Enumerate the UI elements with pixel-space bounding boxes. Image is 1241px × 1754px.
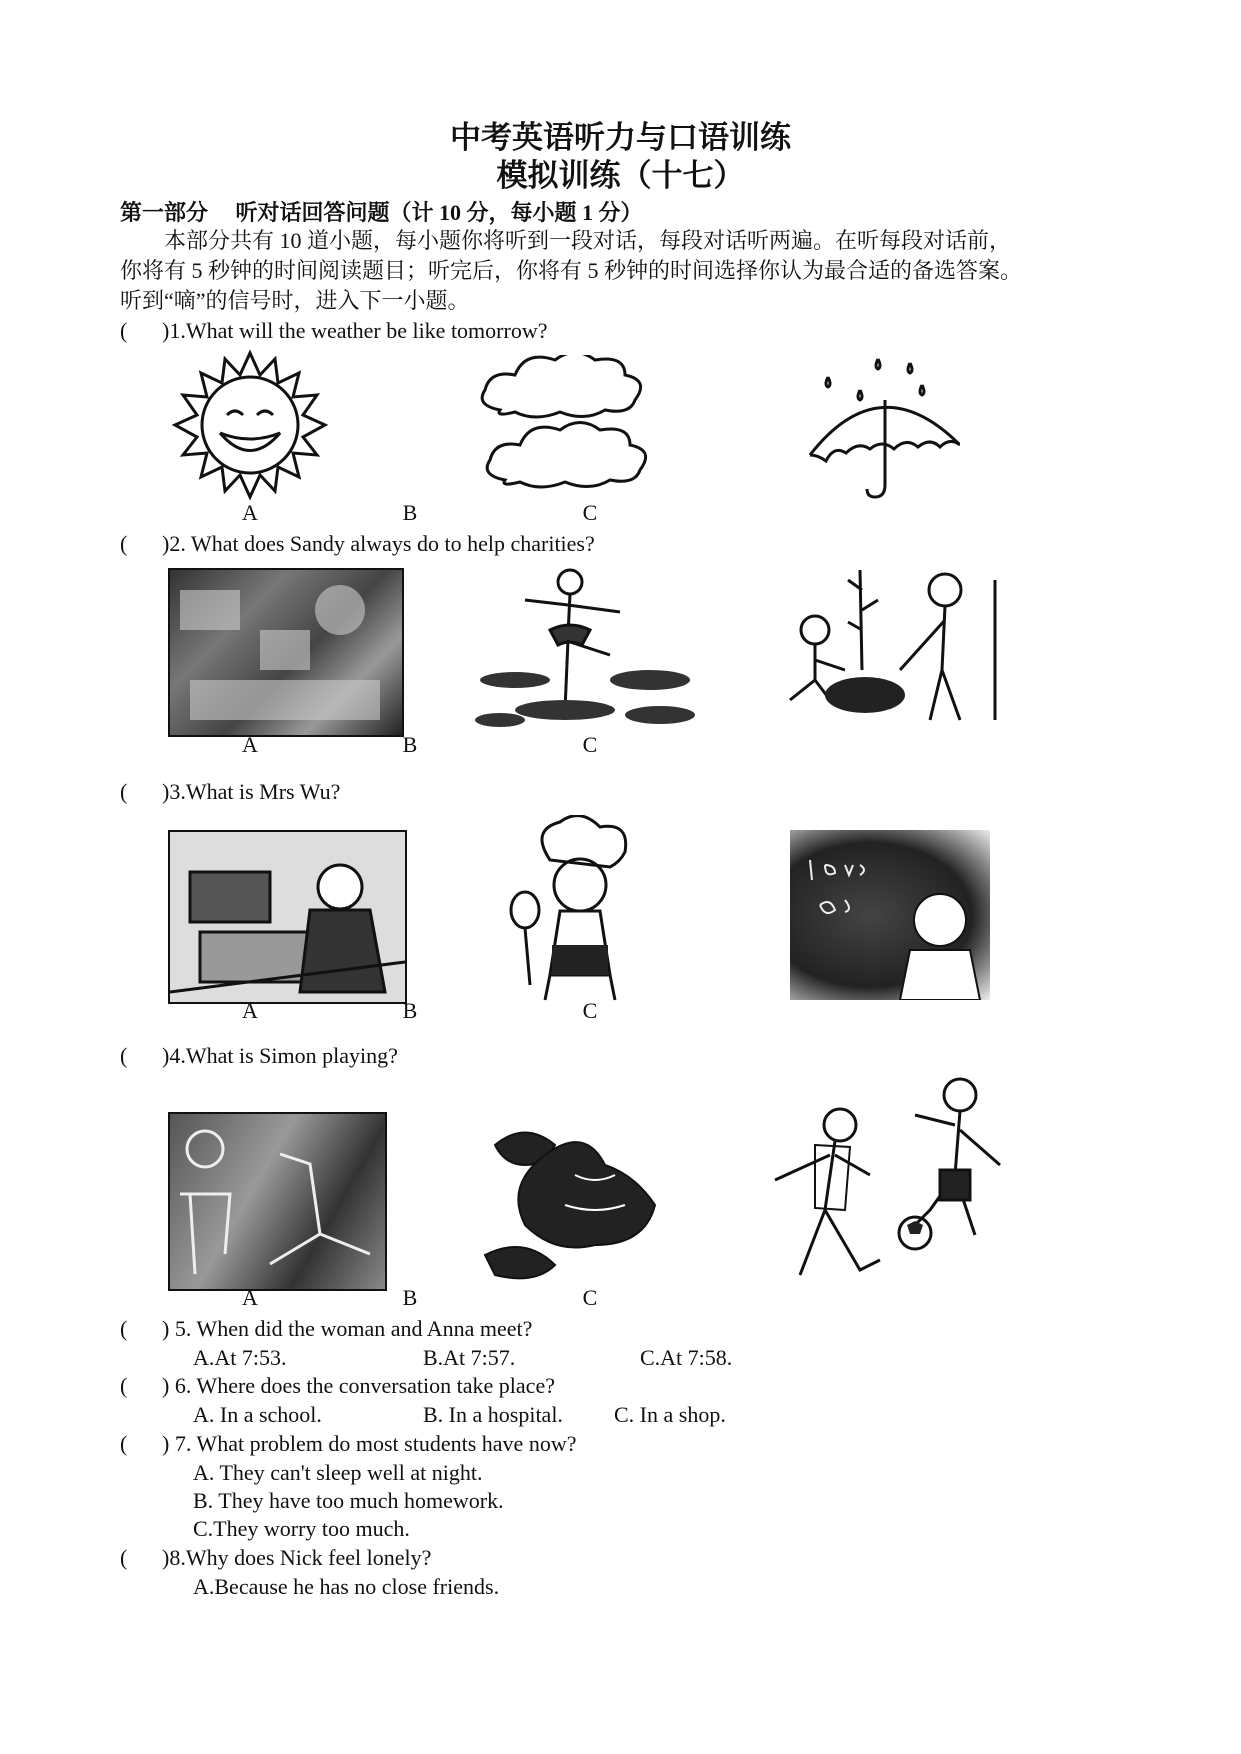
- option-label-b: B: [402, 998, 418, 1023]
- option-a[interactable]: A. They can't sleep well at night.: [193, 1460, 483, 1485]
- option-b[interactable]: B. In a hospital.: [423, 1402, 563, 1427]
- answer-blank[interactable]: (: [120, 1316, 128, 1341]
- basketball-photo: [168, 1112, 387, 1291]
- teacher-blackboard-icon: [790, 830, 990, 1000]
- instruction-line-1: 本部分共有 10 道小题，每小题你将听到一段对话，每段对话听两遍。在听每段对话前，: [164, 228, 1012, 253]
- option-label-c: C: [582, 732, 598, 757]
- umbrella-rain-icon: [800, 355, 960, 505]
- question-5: ( ) 5. When did the woman and Anna meet?: [120, 1316, 533, 1341]
- option-a[interactable]: A.At 7:53.: [193, 1345, 287, 1370]
- option-a[interactable]: A.Because he has no close friends.: [193, 1574, 500, 1599]
- dragon-dance-icon: [475, 1115, 665, 1285]
- answer-blank[interactable]: (: [120, 1545, 128, 1570]
- page-title: 中考英语听力与口语训练: [450, 120, 791, 155]
- option-c[interactable]: C.At 7:58.: [640, 1345, 733, 1370]
- option-c[interactable]: C.They worry too much.: [193, 1516, 410, 1541]
- answer-blank[interactable]: (: [120, 531, 128, 556]
- option-label-a: A: [242, 1285, 258, 1310]
- answer-blank[interactable]: (: [120, 318, 128, 343]
- question-2: ( )2. What does Sandy always do to help charities?: [120, 531, 595, 556]
- option-b[interactable]: B.At 7:57.: [423, 1345, 516, 1370]
- answer-blank[interactable]: (: [120, 1043, 128, 1068]
- sewing-machine-photo: [168, 830, 407, 1004]
- cloud-icon: [470, 355, 660, 505]
- question-6: ( ) 6. Where does the conversation take place?: [120, 1373, 555, 1398]
- answer-blank[interactable]: (: [120, 1373, 128, 1398]
- answer-blank[interactable]: (: [120, 779, 128, 804]
- option-c[interactable]: C. In a shop.: [614, 1402, 726, 1427]
- question-1: ( )1.What will the weather be like tomorrow?: [120, 318, 548, 343]
- option-label-c: C: [582, 1285, 598, 1310]
- dancer-icon: [470, 560, 700, 735]
- football-players-icon: [755, 1075, 1035, 1290]
- option-label-b: B: [402, 500, 418, 525]
- option-label-a: A: [242, 500, 258, 525]
- question-7: ( ) 7. What problem do most students have now?: [120, 1431, 577, 1456]
- question-8: ( )8.Why does Nick feel lonely?: [120, 1545, 432, 1570]
- section-heading: 第一部分 听对话回答问题（计 10 分，每小题 1 分）: [120, 200, 643, 225]
- option-label-a: A: [242, 998, 258, 1023]
- question-4: ( )4.What is Simon playing?: [120, 1043, 398, 1068]
- instruction-line-2: 你将有 5 秒钟的时间阅读题目；听完后，你将有 5 秒钟的时间选择你认为最合适的备选答案。: [120, 258, 1023, 283]
- market-stall-photo: [168, 568, 404, 737]
- question-3: ( )3.What is Mrs Wu?: [120, 779, 341, 804]
- option-a[interactable]: A. In a school.: [193, 1402, 322, 1427]
- sun-icon: [165, 345, 335, 505]
- answer-blank[interactable]: (: [120, 1431, 128, 1456]
- option-label-a: A: [242, 732, 258, 757]
- option-b[interactable]: B. They have too much homework.: [193, 1488, 504, 1513]
- option-label-b: B: [402, 1285, 418, 1310]
- option-label-b: B: [402, 732, 418, 757]
- tree-planting-icon: [770, 560, 1015, 730]
- option-label-c: C: [582, 500, 598, 525]
- instruction-line-3: 听到“嘀”的信号时，进入下一小题。: [120, 288, 470, 313]
- option-label-c: C: [582, 998, 598, 1023]
- chef-icon: [490, 815, 660, 1005]
- page-subtitle: 模拟训练（十七）: [496, 158, 745, 193]
